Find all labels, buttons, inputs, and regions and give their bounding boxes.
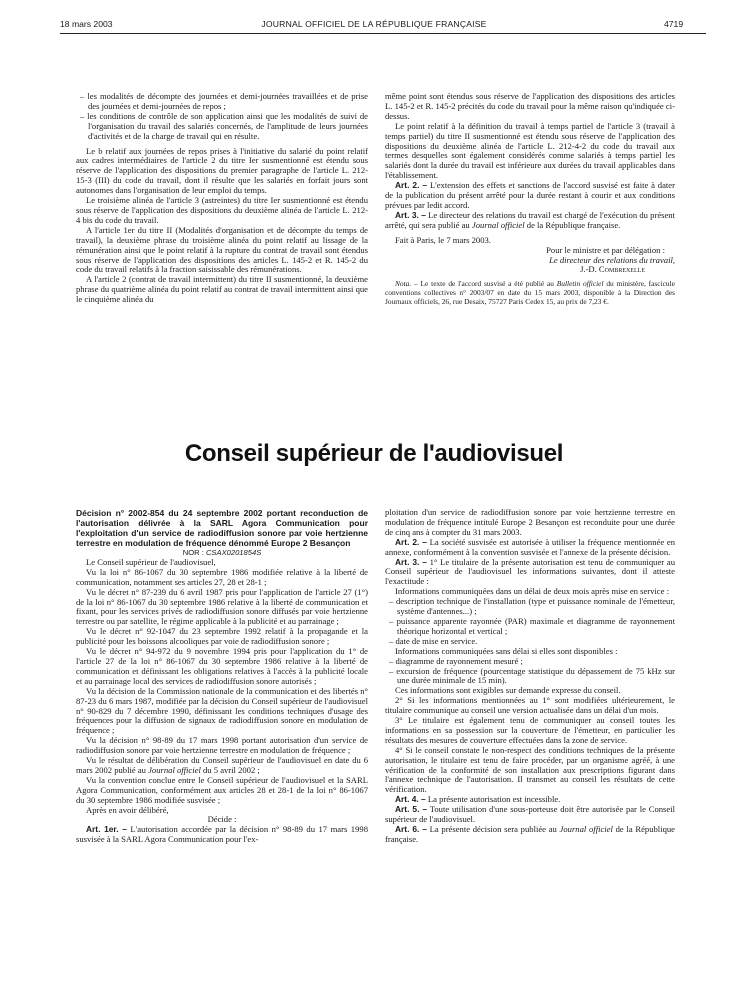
journal-reference: Journal officiel (559, 824, 613, 834)
article-text: de la République française. (385, 824, 675, 844)
paragraph: Vu la loi n° 86-1067 du 30 septembre 1986 modifiée relative à la liberté de communication, notamment ses articles 27, 28 et 28-1 ; (76, 566, 368, 587)
article-text: L'extension des effets et sanctions de l'accord susvisé est faite à dater de la publication du présent arrêté pour la durée restant à courir et aux conditions prévues par ledit accord. (385, 180, 675, 210)
article-text: de la République française. (526, 219, 621, 230)
header-rule (60, 33, 706, 34)
article-5 (385, 805, 675, 825)
bottom-left-column (76, 508, 368, 845)
article-label: Art. 4. – (395, 794, 426, 805)
paragraph-text: du 5 avril 2002 ; (203, 764, 260, 775)
article-text: 1° Le titulaire de la présente autorisation est tenu de communiquer au Conseil supérieur de l'audiovisuel les informations suivantes, dont il atteste l'exactitude : (385, 556, 675, 587)
article-label: Art. 6. – (395, 824, 427, 834)
paragraph (76, 756, 368, 776)
paragraph: Vu le décret n° 87-239 du 6 avril 1987 pris pour l'application de l'article 27 (1°) de la loi n° 86-1067 du 30 septembre 1986 relative à la liberté de communication et fixant, pour les services privés de radiodiffusion sonore diffusés par voie hertzienne terrestre ou par satellite, le régime applicable à la publicité et au parrainage ; (76, 586, 368, 627)
article-label: Art. 2. – (395, 536, 427, 547)
paragraph: Vu la convention conclue entre le Conseil supérieur de l'audiovisuel et la SARL Agora Communication, conformément aux articles 28 et 28-1 de la loi n° 86-1067 du 30 septembre 1986 modifiée susvisée ; (76, 774, 368, 805)
journal-reference: Journal officiel (471, 219, 525, 230)
paragraph: Vu le décret n° 92-1047 du 23 septembre 1992 relatif à la propagande et la publicité pour les boissons alcooliques par voie de radiodiffusion sonore ; (76, 626, 368, 647)
paragraph: Vu la décision n° 98-89 du 17 mars 1998 portant autorisation d'un service de radiodiffusion sonore par voie hertzienne terrestre en modulation de fréquence ; (76, 735, 368, 756)
paragraph: Le b relatif aux journées de repos prises à l'initiative du salarié du point relatif aux cadres intermédiaires de l'article 2 du titre Ier susmentionné est étendu sous réserve de l'application des dispositions du premier paragraphe de l'article L. 212-15-3 (III) du code du travail, dont il résulte que les salariés en forfait jours sont autonomes dans l'organisation de leur emploi du temps. (76, 145, 368, 196)
paragraph: Informations communiquées sans délai si elles sont disponibles : (395, 645, 618, 656)
paragraph: A l'article 1er du titre II (Modalités d'organisation et de décompte du temps de travail), la deuxième phrase du troisième alinéa du point relatif au lissage de la rémunération ainsi que le point relatif à la rupture du contrat de travail sont étendus sous réserve de l'application des dispositions des articles L. 145-2 et R. 145-2 du code du travail relatifs à la fraction saisissable des rémunérations. (76, 224, 368, 275)
signature-title: Le directeur des relations du travail, (549, 254, 675, 265)
paragraph: Après en avoir délibéré, (86, 804, 169, 815)
paragraph: ploitation d'un service de radiodiffusion sonore par voie hertzienne terrestre en modulation de fréquence intitulé Europe 2 Besançon est reconduite pour une durée de cinq ans à compter du 31 mars 2003. (385, 507, 675, 537)
article-6 (385, 825, 675, 845)
article-label: Art. 3. – (395, 556, 427, 567)
nota-text: du ministère, fascicule conventions collectives n° 2003/07 en date du 15 mars 2003, disponible à la Direction des Journaux officiels, 26, rue Desaix, 75727 Paris Cedex 15, au prix de 7,23 €. (385, 279, 675, 306)
paragraph: Ces informations sont exigibles sur demande expresse du conseil. (395, 685, 621, 696)
paragraph-text: Vu le résultat de délibération du Conseil supérieur de l'audiovisuel en date du 6 mars 2002 publié au (76, 755, 368, 775)
paragraph: Le point relatif à la définition du travail à temps partiel de l'article 3 (travail à temps partiel) du titre II susmentionné est étendu sous réserve de l'application des dispositions du deuxième alinéa de l'article L. 212-4-2 du code du travail aux termes desquelles sont également considérés comme salariés à temps partiel les salariés dont la durée du travail est inférieure aux durées du travail applicables dans l'établissement. (385, 120, 675, 181)
paragraph: 2° Si les informations mentionnées au 1° sont modifiées ultérieurement, le titulaire communique au conseil une version actualisée dans un délai d'un mois. (385, 695, 675, 716)
bottom-right-column (385, 508, 675, 845)
article-text: Toute utilisation d'une sous-porteuse doit être autorisée par le Conseil supérieur de l'audiovisuel. (385, 804, 675, 825)
article-text: La société susvisée est autorisée à utiliser la fréquence mentionnée en annexe, conformément à la convention susvisée et l'annexe de la présente décision. (385, 536, 675, 557)
page-number: 4719 (664, 19, 684, 29)
journal-title: JOURNAL OFFICIEL DE LA RÉPUBLIQUE FRANÇAISE (261, 19, 487, 29)
article-3 (385, 211, 675, 231)
bulletin-reference: Bulletin officiel (556, 279, 604, 289)
article-text: La présente autorisation est incessible. (427, 794, 561, 805)
nor-code: CSAX0201854S (205, 548, 262, 557)
journal-reference: Journal officiel (148, 764, 201, 775)
nor-label: NOR : (182, 548, 204, 557)
list-item: – excursion de fréquence (pourcentage statistique du dépassement de 75 kHz sur une durée minimale de 15 min). (389, 665, 675, 686)
signature-line: Pour le ministre et par délégation : (546, 244, 665, 255)
paragraph: Le troisième alinéa de l'article 3 (astreintes) du titre Ier susmentionné est étendu sous réserve de l'application des dispositions du deuxième alinéa de l'article L. 212-4 bis du code du travail. (76, 195, 368, 225)
article-label: Art. 5. – (395, 804, 428, 815)
signatory: J.-D. Combrexelle (580, 264, 645, 275)
paragraph: même point sont étendus sous réserve de l'application des dispositions des articles L. 145-2 et R. 145-2 précités du code du travail pour la même raison qu'indiquée ci-dessus. (385, 91, 675, 121)
list-item: – date de mise en service. (389, 635, 478, 646)
decision-title: Décision n° 2002-854 du 24 septembre 2002 portant reconduction de l'autorisation délivrée à la SARL Agora Communication pour l'exploitation d'un service de radiodiffusion sonore par voie hertzienne terrestre en modulation de fréquence dénommé Europe 2 Besançon (76, 508, 368, 548)
article-label: Art. 1er. – (86, 824, 127, 835)
article-label: Art. 3. – (395, 209, 426, 220)
paragraph: 3° Le titulaire est également tenu de communiquer au conseil toutes les informations en sa possession sur la couverture de l'émetteur, en particulier les résultats des mesures de couverture effectuées dans la zone de service. (385, 715, 675, 745)
list-item: – les modalités de décompte des journées et demi-journées travaillées et de prise des journées et demi-journées de repos ; (80, 91, 368, 111)
paragraph: Informations communiquées dans un délai de deux mois après mise en service : (395, 586, 669, 597)
top-right-column (385, 92, 675, 306)
paragraph: Le Conseil supérieur de l'audiovisuel, (86, 556, 216, 567)
article-2 (385, 538, 675, 558)
paragraph: 4° Si le conseil constate le non-respect des conditions techniques de la présente autorisation, le titulaire est tenu de faire procéder, par un organisme agréé, à une vérification de la conformité de son installation aux prescriptions figurant dans l'annexe technique de l'autorisation. Il transmet au conseil les résultats de cette vérification. (385, 744, 675, 795)
article-text: Le directeur des relations du travail est chargé de l'exécution du présent arrêté, qui sera publié au (385, 209, 675, 230)
article-2 (385, 181, 675, 211)
list-item: – diagramme de rayonnement mesuré ; (389, 655, 523, 666)
top-left-column (76, 92, 368, 305)
paragraph: Vu la décision de la Commission nationale de la communication et des libertés n° 87-23 du 6 mars 1987, modifiée par la décision du Conseil supérieur de l'audiovisuel n° 90-829 du 7 décembre 1990, définissant les conditions techniques d'usage des fréquences pour la diffusion de signaux de radiodiffusion sonore en modulation de fréquence ; (76, 685, 368, 736)
nota-label: Nota. – (395, 279, 418, 289)
section-title: Conseil supérieur de l'audiovisuel (184, 440, 564, 467)
paragraph: Vu le décret n° 94-972 du 9 novembre 1994 pris pour l'application du 1° de l'article 27 de la loi n° 86-1067 du 30 septembre 1986 relative à la liberté de communication et définissant les obligations relatives à l'accès à la publicité locale et au parrainage local des services de radiodiffusion sonore autorisés ; (76, 646, 368, 686)
list-item: – les conditions de contrôle de son application ainsi que les modalités de suivi de l'organisation du travail des salariés concernés, de l'amplitude de leurs journées d'activités et de la charge de travail qui en résulte. (80, 110, 368, 141)
list-item: – puissance apparente rayonnée (PAR) maximale et diagramme de rayonnement théorique horizontal et vertical ; (389, 615, 675, 636)
nota (385, 280, 675, 306)
place-date: Fait à Paris, le 7 mars 2003. (395, 234, 491, 245)
paragraph: A l'article 2 (contrat de travail intermittent) du titre II susmentionné, la deuxième phrase du quatrième alinéa du point relatif au contrat de travail intermittent ainsi que le cinquième alinéa du (76, 274, 368, 305)
decide-heading: Décide : (207, 814, 237, 825)
article-3 (385, 558, 675, 588)
nota-text: Le texte de l'accord susvisé a été publié au (420, 279, 554, 289)
article-text: La présente décision sera publiée au (429, 824, 557, 834)
issue-date: 18 mars 2003 (60, 19, 113, 29)
article-label: Art. 2. – (395, 180, 428, 191)
list-item: – description technique de l'installation (type et puissance nominale de l'émetteur, système d'antennes...) ; (389, 596, 675, 617)
page-header (0, 16, 748, 32)
article-text: L'autorisation accordée par la décision n° 98-89 du 17 mars 1998 susvisée à la SARL Agora Communication pour l'ex- (76, 824, 368, 845)
article-1 (76, 825, 368, 845)
